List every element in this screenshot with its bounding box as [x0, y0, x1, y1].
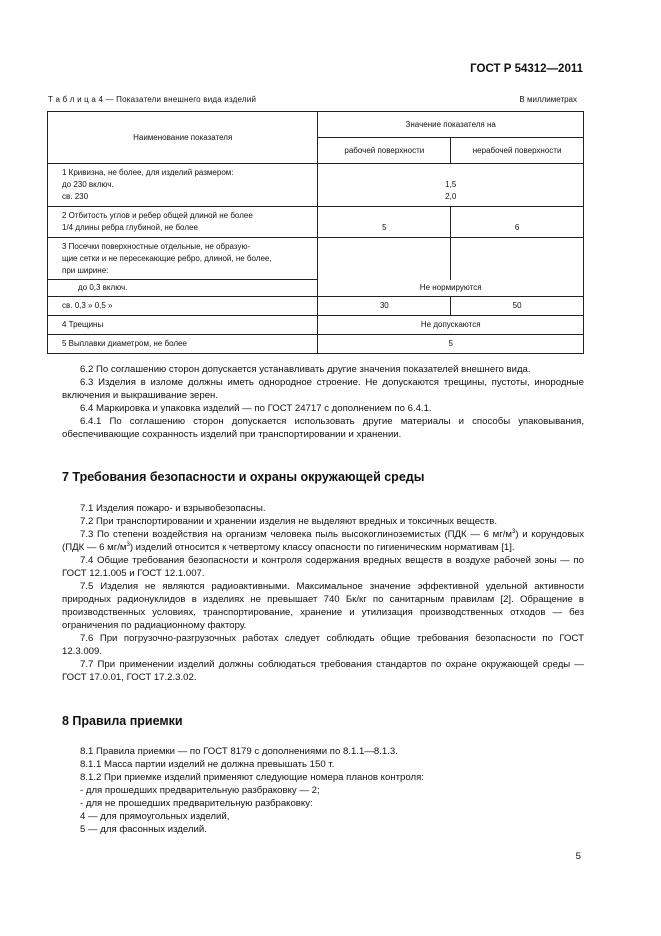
- page-number: 5: [575, 851, 581, 862]
- document-code: ГОСТ Р 54312—2011: [470, 63, 583, 75]
- row5-value: 5: [318, 335, 584, 354]
- row1-label: 1 Кривизна, не более, для изделий размером:: [62, 168, 234, 177]
- section8-heading: 8 Правила приемки: [62, 714, 183, 728]
- row3b-label: св. 0,3 » 0,5 »: [48, 297, 318, 316]
- row5-label: 5 Выплавки диаметром, не более: [48, 335, 318, 354]
- paragraph-6-4-1: 6.4.1 По соглашению сторон допускается использовать другие материалы и способы упаковывания, обеспечивающие сохранность изделий при транспортировании и хранении.: [62, 416, 584, 440]
- row1-sub2: св. 230: [62, 192, 89, 201]
- table-row: [48, 297, 584, 316]
- paragraph-7-7: 7.7 При применении изделий должны соблюдаться требования стандартов по охране окружающей среды — ГОСТ 17.0.01, ГОСТ 17.2.3.02.: [62, 659, 584, 683]
- section7-body: [62, 502, 584, 684]
- section8-body: [62, 745, 584, 836]
- list-item: 5 — для фасонных изделий.: [80, 824, 207, 835]
- row1-value1: 1,5: [445, 180, 457, 189]
- row2-label1: 2 Отбитость углов и ребер общей длиной не более: [62, 211, 253, 220]
- paragraph-8-1-2: 8.1.2 При приемке изделий применяют следующие номера планов контроля:: [80, 772, 424, 783]
- row4-value: Не допускаются: [318, 316, 584, 335]
- row3a-value: Не нормируются: [318, 280, 584, 297]
- row1-sub1: до 230 включ.: [62, 180, 114, 189]
- header-work-surface: рабочей поверхности: [318, 138, 451, 164]
- row3a-label: до 0,3 включ.: [48, 280, 318, 297]
- paragraph-7-3: 7.3 По степени воздействия на организм человека пыль высокоглиноземистых (ПДК — 6 $мг/м^3$) и корундовых (ПДК — 6 $мг/м^3$) изделий относится к четвертому классу опасности по гигиеническим нормативам [1].: [62, 528, 584, 553]
- table-units: В миллиметрах: [519, 95, 577, 104]
- list-item: - для прошедших предварительную разбраковку — 2;: [80, 785, 320, 796]
- paragraph-7-6: 7.6 При погрузочно-разгрузочных работах следует соблюдать общие требования безопасности по ГОСТ 12.3.009.: [62, 633, 584, 657]
- table-caption: Т а б л и ц а 4 — Показатели внешнего вида изделий: [48, 95, 257, 104]
- row2-nonwork: 6: [451, 207, 584, 238]
- row3b-nonwork: 50: [451, 297, 584, 316]
- section6-body: [62, 363, 584, 441]
- paragraph-7-2: 7.2 При транспортировании и хранении изделия не выделяют вредных и токсичных веществ.: [80, 516, 498, 527]
- table-row: [48, 207, 584, 238]
- paragraph-6-2: 6.2 По соглашению сторон допускается устанавливать другие значения показателей внешнего вида.: [80, 364, 531, 375]
- header-nonwork-surface: нерабочей поверхности: [451, 138, 584, 164]
- appearance-table: [47, 111, 584, 354]
- table-row: [48, 164, 584, 207]
- header-name: Наименование показателя: [48, 112, 318, 164]
- row2-label2: 1/4 длины ребра глубиной, не более: [62, 223, 198, 232]
- row1-value2: 2,0: [445, 192, 457, 201]
- table-row: [48, 316, 584, 335]
- paragraph-8-1-1: 8.1.1 Масса партии изделий не должна превышать 150 т.: [80, 759, 335, 770]
- paragraph-6-3: 6.3 Изделия в изломе должны иметь однородное строение. Не допускаются трещины, пустоты, инородные включения и выкрашивание зерен.: [62, 377, 584, 401]
- table-row: [48, 335, 584, 354]
- header-value: Значение показателя на: [318, 112, 584, 138]
- row3b-work: 30: [318, 297, 451, 316]
- row3-label3: при ширине:: [62, 266, 109, 275]
- row3-label2: щие сетки и не пересекающие ребро, длиной, не более,: [62, 254, 272, 263]
- paragraph-7-4: 7.4 Общие требования безопасности и контроля содержания вредных веществ в воздухе рабочей зоны — по ГОСТ 12.1.005 и ГОСТ 12.1.007.: [62, 555, 584, 579]
- paragraph-7-1: 7.1 Изделия пожаро- и взрывобезопасны.: [80, 503, 266, 514]
- table-row: [48, 280, 584, 297]
- paragraph-6-4: 6.4 Маркировка и упаковка изделий — по ГОСТ 24717 с дополнением по 6.4.1.: [80, 403, 432, 414]
- table-row: [48, 238, 584, 280]
- row2-work: 5: [318, 207, 451, 238]
- paragraph-7-5: 7.5 Изделия не являются радиоактивными. Максимальное значение эффективной удельной активности природных радионуклидов в изделиях не превышает 740 Бк/кг по санитарным правилам [2]. Обращение в производственных условиях, транспортирование, хранение и утилизация производственных отходов — без ограничения по радиационному фактору.: [62, 581, 584, 631]
- row4-label: 4 Трещины: [48, 316, 318, 335]
- section7-heading: 7 Требования безопасности и охраны окружающей среды: [62, 470, 425, 484]
- row3-label1: 3 Посечки поверхностные отдельные, не образую-: [62, 242, 251, 251]
- list-item: - для не прошедших предварительную разбраковку:: [80, 798, 313, 809]
- list-item: 4 — для прямоугольных изделий,: [80, 811, 230, 822]
- paragraph-8-1: 8.1 Правила приемки — по ГОСТ 8179 с дополнениями по 8.1.1—8.1.3.: [80, 746, 398, 757]
